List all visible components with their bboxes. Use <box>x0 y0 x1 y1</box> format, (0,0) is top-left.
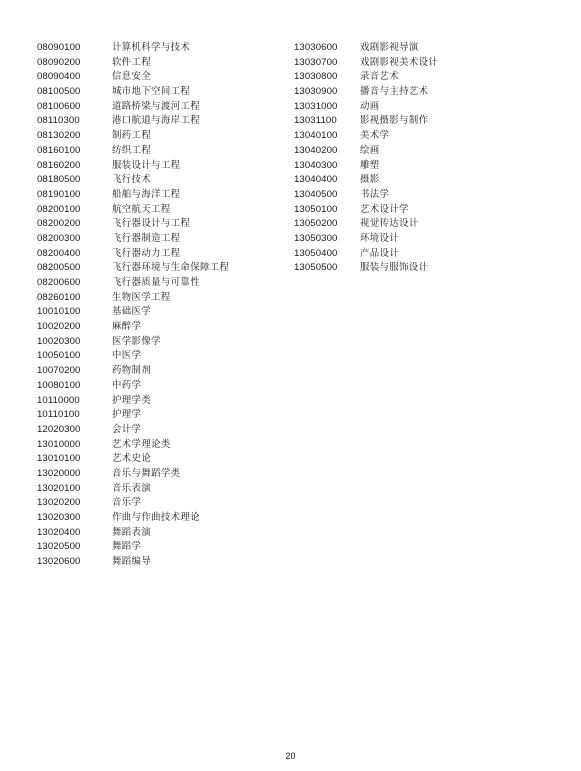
major-row <box>37 540 229 555</box>
major-code: 13031100 <box>294 115 337 127</box>
major-code: 08190100 <box>37 188 81 200</box>
major-row <box>37 423 229 438</box>
major-code: 08200200 <box>37 218 81 230</box>
page-number: 20 <box>285 751 296 761</box>
major-code: 08090400 <box>37 71 81 83</box>
major-row <box>37 526 229 541</box>
major-code: 08200600 <box>37 277 81 288</box>
major-code: 08200100 <box>37 203 81 215</box>
major-row <box>294 217 438 232</box>
major-row <box>37 555 229 570</box>
major-name: 护理学类 <box>112 394 152 406</box>
major-code: 13020600 <box>37 556 81 568</box>
major-code: 08160100 <box>37 144 81 156</box>
right-major-list <box>294 41 438 276</box>
major-row <box>37 41 229 56</box>
major-name: 服装设计与工程 <box>112 159 181 171</box>
major-name: 医学影像学 <box>112 335 161 347</box>
major-name: 道路桥梁与渡河工程 <box>112 100 200 112</box>
major-code: 13030800 <box>294 71 338 83</box>
major-code: 08100600 <box>37 100 81 112</box>
major-row <box>294 188 438 203</box>
major-code: 13020200 <box>37 497 81 509</box>
major-row <box>37 114 229 129</box>
major-row <box>37 203 229 218</box>
major-name: 雕塑 <box>360 159 380 171</box>
major-name: 中医学 <box>112 350 142 362</box>
major-name: 摄影 <box>360 174 380 186</box>
major-row <box>37 364 229 379</box>
major-name: 音乐表演 <box>112 482 152 494</box>
major-row <box>37 467 229 482</box>
major-code: 10070200 <box>37 365 81 377</box>
major-name: 播音与主持艺术 <box>360 86 429 98</box>
major-name: 音乐学 <box>112 497 142 509</box>
major-name: 港口航道与海岸工程 <box>112 115 200 127</box>
major-code: 13050200 <box>294 218 338 230</box>
major-name: 舞蹈学 <box>112 541 142 553</box>
major-name: 制药工程 <box>112 130 152 142</box>
major-name: 录音艺术 <box>360 71 400 83</box>
major-row <box>294 159 438 174</box>
major-name: 视觉传达设计 <box>360 218 419 230</box>
major-row <box>294 173 438 188</box>
major-code: 10050100 <box>37 350 81 362</box>
major-code: 13050500 <box>294 262 338 274</box>
major-name: 戏剧影视导演 <box>360 42 419 53</box>
major-name: 麻醉学 <box>112 321 142 333</box>
major-name: 城市地下空间工程 <box>112 86 191 98</box>
major-row <box>294 114 438 129</box>
major-code: 13040400 <box>294 174 338 186</box>
major-name: 飞行器制造工程 <box>112 232 181 244</box>
major-code: 10020200 <box>37 321 81 333</box>
major-row <box>37 349 229 364</box>
major-code: 10020300 <box>37 335 81 347</box>
major-name: 信息安全 <box>112 71 152 83</box>
major-name: 作曲与作曲技术理论 <box>112 512 200 523</box>
major-row <box>37 276 229 291</box>
major-code: 08200400 <box>37 247 81 259</box>
major-code: 13030700 <box>294 56 338 68</box>
major-name: 基础医学 <box>112 306 152 318</box>
major-name: 飞行器设计与工程 <box>112 218 191 230</box>
major-row <box>294 41 438 56</box>
major-row <box>37 70 229 85</box>
major-row <box>37 232 229 247</box>
major-row <box>37 335 229 350</box>
major-name: 服装与服饰设计 <box>360 262 429 274</box>
major-name: 舞蹈编导 <box>112 556 152 568</box>
major-row <box>294 261 438 276</box>
major-code: 08130200 <box>37 130 81 142</box>
major-code: 13020000 <box>37 467 81 479</box>
major-row <box>37 496 229 511</box>
major-code: 08090200 <box>37 56 81 68</box>
major-code: 13040500 <box>294 188 338 200</box>
major-code: 08200500 <box>37 262 81 274</box>
major-code: 08260100 <box>37 291 81 303</box>
major-row <box>294 232 438 247</box>
major-row <box>37 261 229 276</box>
major-code: 12020300 <box>37 423 81 435</box>
major-row <box>37 100 229 115</box>
major-name: 环境设计 <box>360 232 400 244</box>
major-code: 13010000 <box>37 438 81 450</box>
major-name: 艺术设计学 <box>360 203 409 215</box>
major-code: 13010100 <box>37 453 81 465</box>
major-row <box>37 452 229 467</box>
major-row <box>37 291 229 306</box>
major-code: 10110100 <box>37 409 80 421</box>
major-name: 舞蹈表演 <box>112 526 152 538</box>
major-code: 13020400 <box>37 526 81 538</box>
major-name: 美术学 <box>360 130 390 142</box>
major-row <box>37 85 229 100</box>
major-row <box>294 129 438 144</box>
major-row <box>294 144 438 159</box>
major-code: 08160200 <box>37 159 81 171</box>
major-name: 会计学 <box>112 423 142 435</box>
major-row <box>294 100 438 115</box>
major-row <box>37 379 229 394</box>
major-name: 药物制剂 <box>112 365 152 377</box>
major-row <box>37 408 229 423</box>
major-row <box>37 129 229 144</box>
major-code: 13030600 <box>294 42 338 53</box>
major-code: 13040100 <box>294 130 338 142</box>
major-row <box>37 159 229 174</box>
major-code: 08200300 <box>37 232 81 244</box>
major-code: 08180500 <box>37 174 81 186</box>
major-name: 计算机科学与技术 <box>112 42 191 53</box>
major-row <box>37 56 229 71</box>
major-code: 10010100 <box>37 306 81 318</box>
major-code: 13050400 <box>294 247 338 259</box>
major-name: 飞行器动力工程 <box>112 247 181 259</box>
major-name: 绘画 <box>360 144 380 156</box>
major-row <box>37 511 229 526</box>
major-name: 船舶与海洋工程 <box>112 188 181 200</box>
major-name: 飞行器质量与可靠性 <box>112 277 200 288</box>
major-row <box>294 247 438 262</box>
major-row <box>37 173 229 188</box>
major-row <box>37 217 229 232</box>
major-name: 飞行器环境与生命保障工程 <box>112 262 230 274</box>
major-code: 13020500 <box>37 541 81 553</box>
major-name: 生物医学工程 <box>112 291 171 303</box>
major-code: 13020300 <box>37 512 81 523</box>
major-code: 08090100 <box>37 42 81 53</box>
major-row <box>37 394 229 409</box>
major-name: 护理学 <box>112 409 142 421</box>
major-name: 软件工程 <box>112 56 152 68</box>
major-code: 08100500 <box>37 86 81 98</box>
major-code: 13040200 <box>294 144 338 156</box>
major-name: 飞行技术 <box>112 174 152 186</box>
major-row <box>294 85 438 100</box>
left-major-list <box>37 41 229 570</box>
major-name: 音乐与舞蹈学类 <box>112 467 181 479</box>
major-row <box>37 188 229 203</box>
major-code: 13050300 <box>294 232 338 244</box>
major-code: 10080100 <box>37 379 81 391</box>
major-code: 10110000 <box>37 394 80 406</box>
major-code: 13020100 <box>37 482 81 494</box>
major-code: 08110300 <box>37 115 80 127</box>
major-name: 戏剧影视美术设计 <box>360 56 439 68</box>
major-name: 航空航天工程 <box>112 203 171 215</box>
major-name: 影视摄影与制作 <box>360 115 429 127</box>
major-code: 13031000 <box>294 100 338 112</box>
major-name: 中药学 <box>112 379 142 391</box>
major-name: 艺术史论 <box>112 453 152 465</box>
major-name: 书法学 <box>360 188 390 200</box>
major-row <box>37 144 229 159</box>
major-name: 艺术学理论类 <box>112 438 171 450</box>
major-row <box>37 320 229 335</box>
major-name: 动画 <box>360 100 380 112</box>
major-row <box>37 247 229 262</box>
major-name: 纺织工程 <box>112 144 152 156</box>
major-row <box>294 56 438 71</box>
major-row <box>294 70 438 85</box>
major-row <box>294 203 438 218</box>
major-row <box>37 482 229 497</box>
major-code: 13030900 <box>294 86 338 98</box>
major-code: 13050100 <box>294 203 338 215</box>
major-row <box>37 438 229 453</box>
major-code: 13040300 <box>294 159 338 171</box>
major-name: 产品设计 <box>360 247 400 259</box>
major-row <box>37 305 229 320</box>
